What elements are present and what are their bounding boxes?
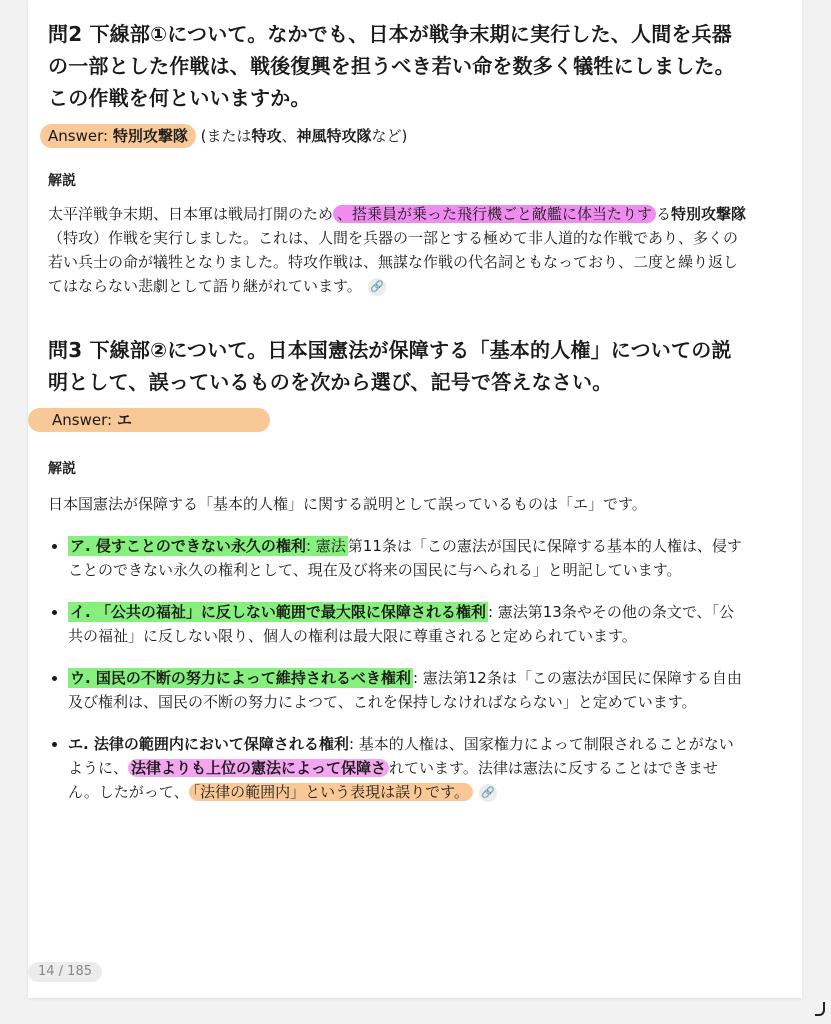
answer-highlight <box>40 124 196 148</box>
option-body: 第11条は「この憲法が国民に保障する基本的人権は、侵すことのできない永久の権利として、現在及び将来の国民に与へられる」と明記しています。 <box>68 537 742 579</box>
answer-text: (または <box>195 127 252 145</box>
answer-text: など) <box>371 127 408 145</box>
option-head: イ. 「公共の福祉」に反しない範囲で最大限に保障される権利 <box>70 603 486 621</box>
answer-text: 、 <box>281 127 297 145</box>
answer-label: Answer: <box>48 127 113 145</box>
highlight-green <box>68 602 488 622</box>
list-item <box>68 600 748 648</box>
option-body: 基本的人権は、国家権力によって制限されることがないように、 <box>68 735 734 777</box>
option-tail: 憲法 <box>315 537 346 555</box>
option-body: 憲法第13条やその他の条文で、「公共の福祉」に反しない限り、個人の権利は最大限に尊重されると定められています。 <box>68 603 735 645</box>
link-icon[interactable]: 🔗 <box>368 278 386 296</box>
list-item <box>68 534 748 582</box>
answer-main: 特別攻撃隊 <box>112 127 188 145</box>
options-list <box>48 534 748 804</box>
content-area <box>48 18 748 822</box>
option-sep: : <box>348 735 359 753</box>
option-sep: : <box>305 537 316 555</box>
option-body: 憲法第12条は「この憲法が国民に保障する自由及び権利は、国民の不断の努力によつて、これを保持しなければならない」と定めています。 <box>68 669 742 711</box>
question-3-title: 問3 下線部②について。日本国憲法が保障する「基本的人権」についての説明として、誤っているものを次から選び、記号で答えなさい。 <box>48 338 732 394</box>
corner-mark <box>815 1002 825 1016</box>
question-2-title: 問2 下線部①について。なかでも、日本が戦争末期に実行した、人間を兵器の一部とした作戦は、戦後復興を担うべき若い命を数多く犠牲にしました。この作戦を何といいますか。 <box>48 22 735 110</box>
highlight-green <box>68 668 413 688</box>
highlight-pink: 法律よりも上位の憲法によって保障さ <box>128 759 389 777</box>
list-item <box>68 732 748 804</box>
explanation-heading: 解説 <box>48 461 76 477</box>
explanation-text: 太平洋戦争末期、日本軍は戦局打開のため <box>48 205 334 223</box>
option-body: れています。法律は憲法に反することはできません。したがって、 <box>68 759 718 801</box>
link-icon[interactable]: 🔗 <box>479 784 497 802</box>
highlight-orange: 「法律の範囲内」という表現は誤りです。 <box>189 783 473 801</box>
question-2-explanation <box>48 202 748 298</box>
option-head: ア. 侵すことのできない永久の権利 <box>70 537 306 555</box>
answer-highlight <box>28 408 270 432</box>
list-item <box>68 666 748 714</box>
option-head: エ. 法律の範囲内において保障される権利 <box>68 735 349 753</box>
highlight-pink: 、搭乗員が乗った飛行機ごと敵艦に体当たりす <box>333 205 656 223</box>
answer-alt: 神風特攻隊 <box>296 127 372 145</box>
explanation-bold: 特別攻撃隊 <box>671 205 747 223</box>
answer-main: エ <box>116 411 132 429</box>
question-2-answer <box>48 124 748 148</box>
highlight-green <box>68 536 348 556</box>
option-sep: : <box>487 603 498 621</box>
explanation-heading: 解説 <box>48 173 76 189</box>
option-sep: : <box>412 669 423 687</box>
explanation-text: （特攻）作戦を実行しました。これは、人間を兵器の一部とする極めて非人道的な作戦であり、多くの若い兵士の命が犠牲となりました。特攻作戦は、無謀な作戦の代名詞ともなっており、二度と繰り返してはならない悲劇として語り継がれています。 <box>48 229 739 295</box>
answer-alt: 特攻 <box>251 127 282 145</box>
option-head: ウ. 国民の不断の努力によって維持されるべき権利 <box>70 669 411 687</box>
page-counter: 14 / 185 <box>28 962 102 982</box>
question-3-intro: 日本国憲法が保障する「基本的人権」に関する説明として誤っているものは「エ」です。 <box>48 495 647 513</box>
explanation-text: る <box>656 205 672 223</box>
question-3-answer <box>48 408 748 432</box>
answer-label: Answer: <box>52 411 117 429</box>
